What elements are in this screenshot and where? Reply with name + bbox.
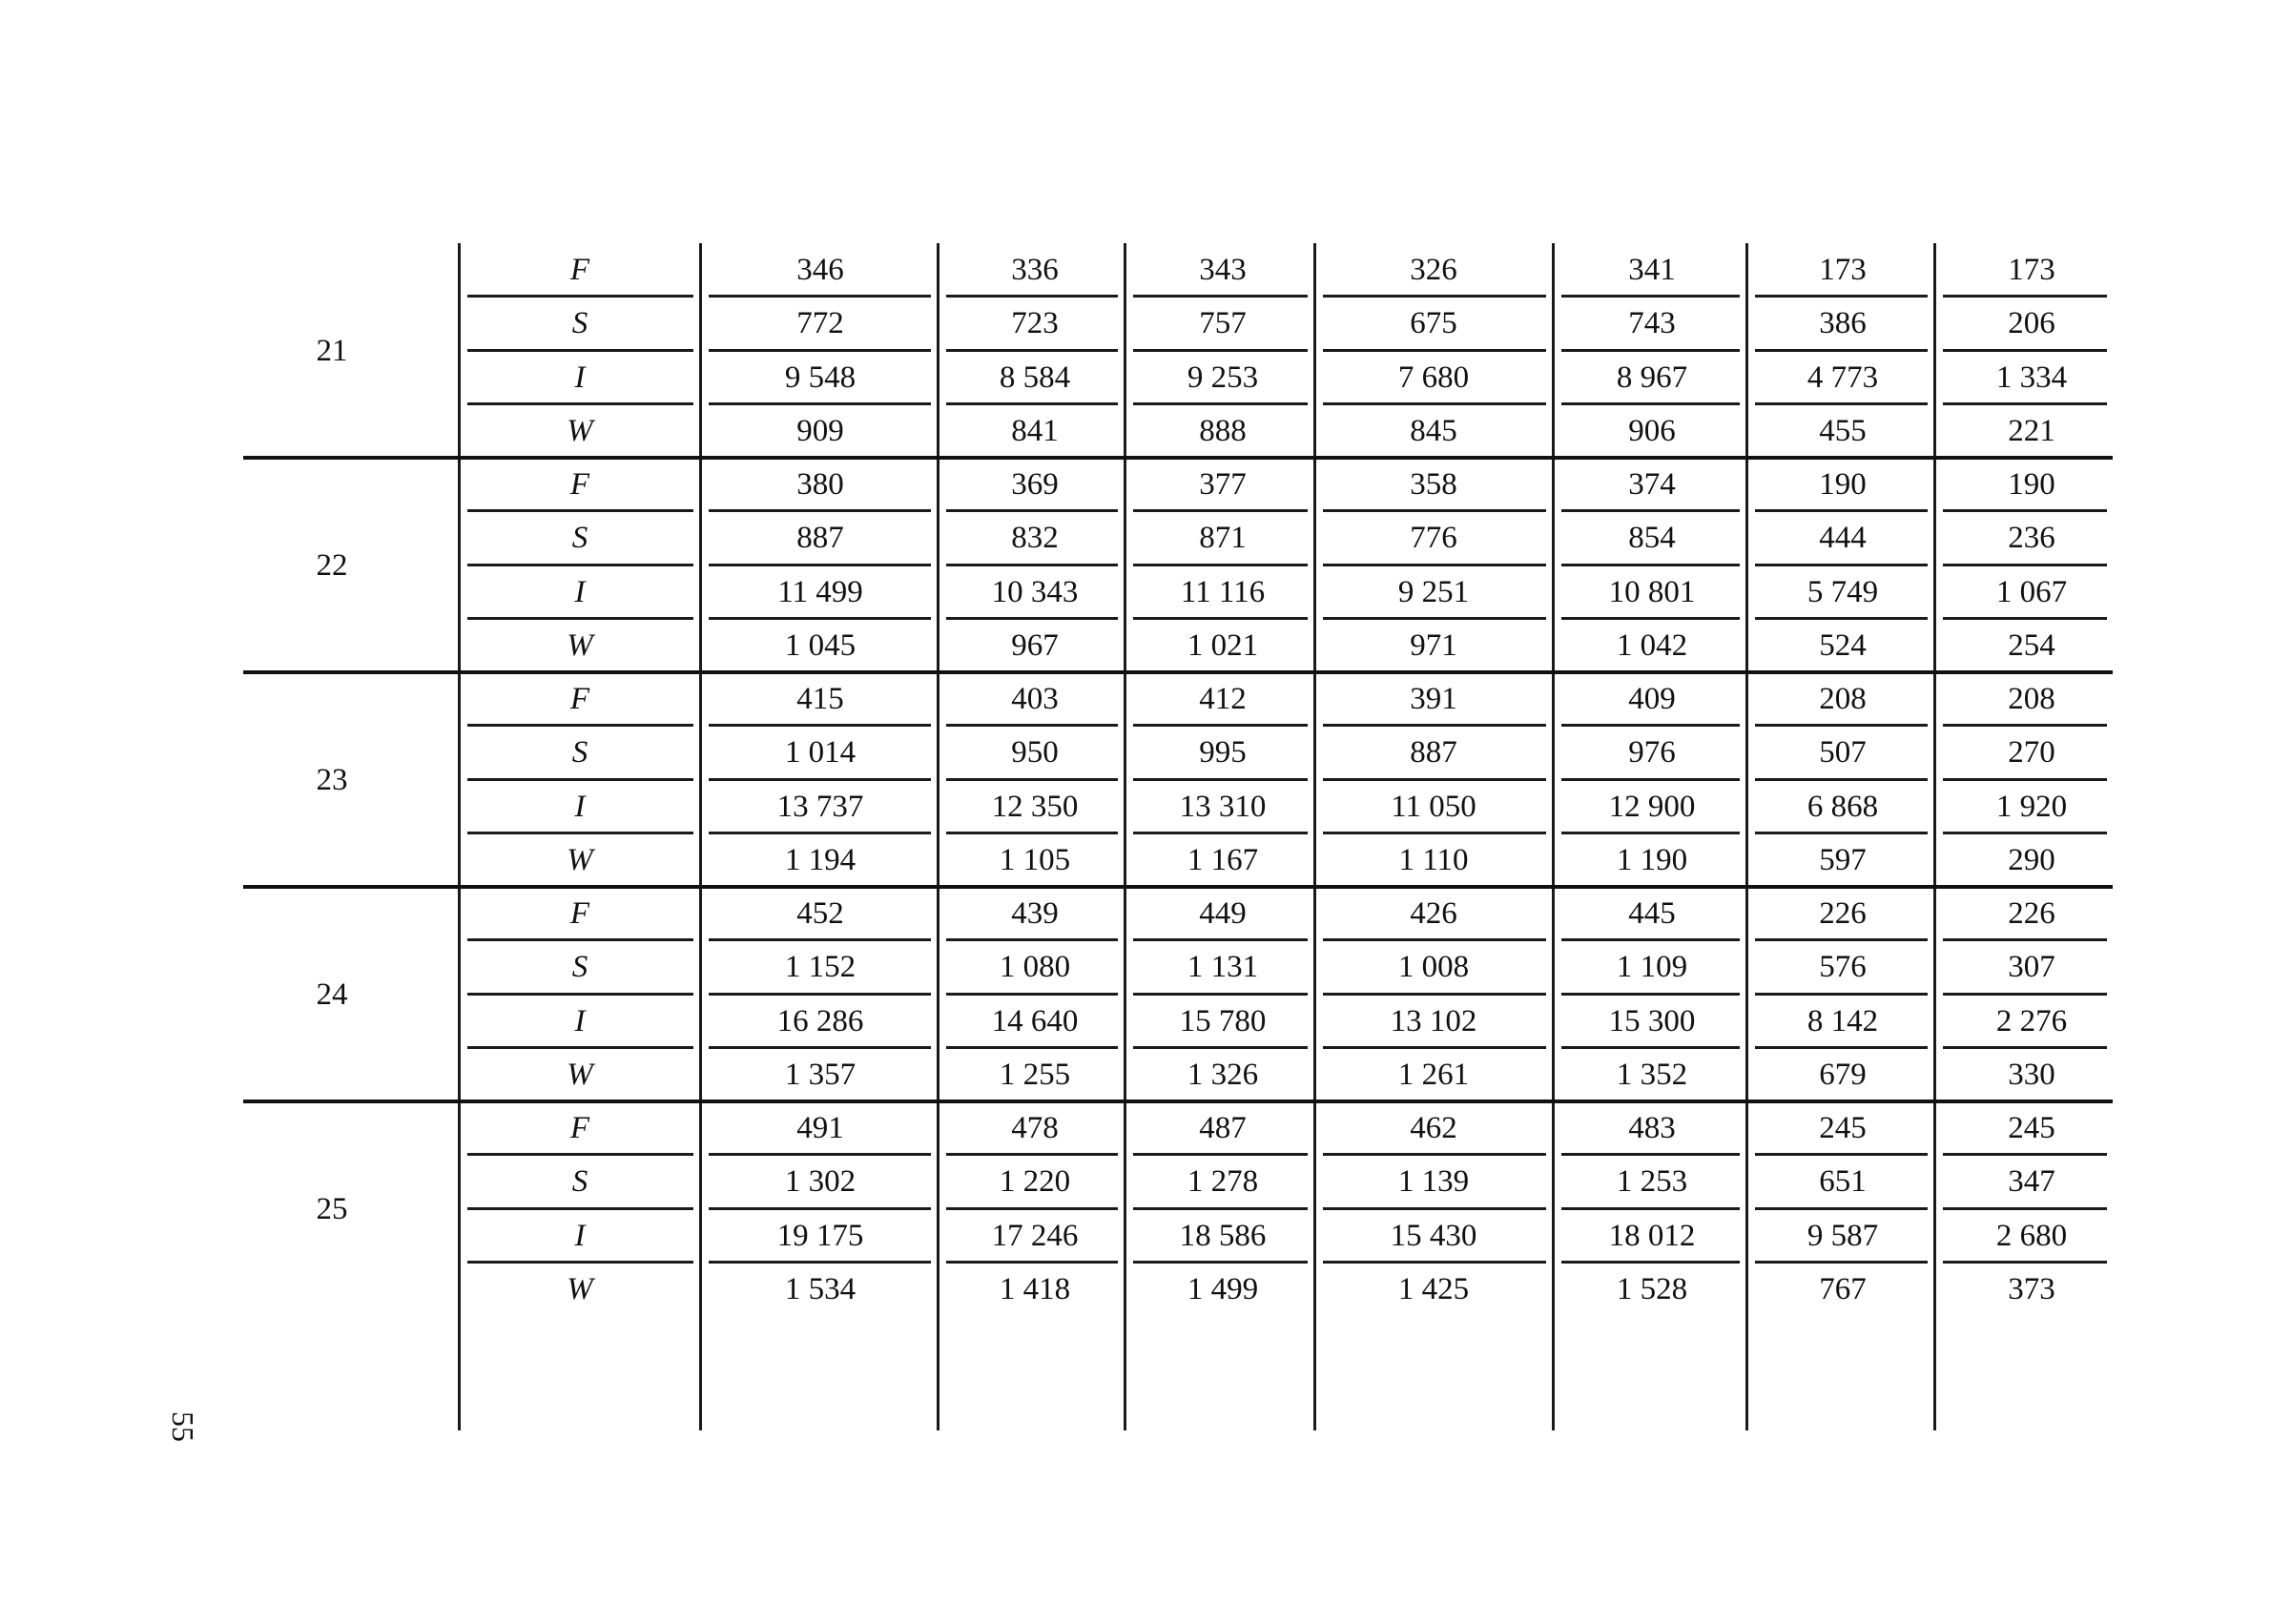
row-rule <box>1133 938 1308 941</box>
table-cell: 8 142 <box>1806 1003 1879 1038</box>
row-variable: F <box>569 1111 590 1146</box>
row-rule <box>709 1046 931 1049</box>
table-cell: 236 <box>2008 521 2055 556</box>
group-separator <box>243 456 2113 460</box>
row-rule <box>1561 1261 1740 1264</box>
table-cell: 906 <box>1628 413 1676 448</box>
row-rule <box>1323 349 1546 352</box>
row-rule <box>1323 564 1546 566</box>
table-cell: 1 255 <box>999 1057 1071 1092</box>
table-cell: 307 <box>2008 950 2055 985</box>
table-cell: 412 <box>1199 682 1247 717</box>
table-cell: 1 167 <box>1187 842 1259 877</box>
table-cell: 377 <box>1199 467 1247 503</box>
row-variable: S <box>571 1164 588 1200</box>
row-variable: W <box>567 627 593 663</box>
table-cell: 887 <box>1410 735 1457 771</box>
table-cell: 487 <box>1199 1111 1247 1146</box>
table-cell: 173 <box>2008 253 2055 288</box>
table-cell: 1 326 <box>1187 1057 1259 1092</box>
row-rule <box>1133 509 1308 512</box>
table-cell: 491 <box>796 1111 844 1146</box>
row-rule <box>467 1261 693 1264</box>
row-rule <box>1133 832 1308 834</box>
table-cell: 462 <box>1410 1111 1457 1146</box>
row-rule <box>946 778 1118 781</box>
table-cell: 2 680 <box>1995 1218 2068 1253</box>
table-cell: 597 <box>1819 842 1867 877</box>
table-cell: 254 <box>2008 627 2055 663</box>
row-variable: F <box>569 896 590 932</box>
table-cell: 173 <box>1819 253 1867 288</box>
table-cell: 743 <box>1628 306 1676 341</box>
table-cell: 245 <box>1819 1111 1867 1146</box>
row-rule <box>709 724 931 727</box>
row-rule <box>946 1046 1118 1049</box>
row-rule <box>1755 402 1928 405</box>
table-cell: 1 014 <box>784 735 857 771</box>
row-rule <box>1943 509 2107 512</box>
table-cell: 1 528 <box>1616 1271 1688 1306</box>
table-cell: 12 900 <box>1608 789 1696 824</box>
table-cell: 386 <box>1819 306 1867 341</box>
row-rule <box>1323 832 1546 834</box>
table-cell: 17 246 <box>991 1218 1079 1253</box>
row-rule <box>467 778 693 781</box>
row-rule <box>946 724 1118 727</box>
row-rule <box>946 993 1118 996</box>
table-cell: 1 425 <box>1397 1271 1470 1306</box>
table-cell: 995 <box>1199 735 1247 771</box>
table-cell: 9 587 <box>1806 1218 1879 1253</box>
table-cell: 449 <box>1199 896 1247 932</box>
table-cell: 455 <box>1819 413 1867 448</box>
row-rule <box>1755 1153 1928 1156</box>
table-cell: 679 <box>1819 1057 1867 1092</box>
table-cell: 1 152 <box>784 950 857 985</box>
table-cell: 13 310 <box>1179 789 1267 824</box>
row-rule <box>1561 295 1740 298</box>
table-cell: 347 <box>2008 1164 2055 1200</box>
table-cell: 767 <box>1819 1271 1867 1306</box>
table-cell: 1 110 <box>1398 842 1469 877</box>
table-cell: 1 253 <box>1616 1164 1688 1200</box>
table-cell: 190 <box>1819 467 1867 503</box>
row-rule <box>709 295 931 298</box>
row-variable: I <box>574 1218 586 1253</box>
row-rule <box>467 938 693 941</box>
table-cell: 1 139 <box>1397 1164 1470 1200</box>
row-rule <box>1133 1046 1308 1049</box>
row-rule <box>1561 617 1740 620</box>
row-rule <box>946 1207 1118 1210</box>
row-rule <box>1561 1046 1740 1049</box>
table-cell: 1 352 <box>1616 1057 1688 1092</box>
table-cell: 8 967 <box>1616 360 1688 395</box>
row-rule <box>1323 509 1546 512</box>
table-cell: 1 278 <box>1187 1164 1259 1200</box>
table-cell: 507 <box>1819 735 1867 771</box>
row-variable: S <box>571 306 588 341</box>
row-rule <box>1323 993 1546 996</box>
row-rule <box>1323 295 1546 298</box>
table-cell: 445 <box>1628 896 1676 932</box>
row-rule <box>1943 1207 2107 1210</box>
table-cell: 15 300 <box>1608 1003 1696 1038</box>
table-cell: 369 <box>1011 467 1059 503</box>
row-rule <box>1561 993 1740 996</box>
table-cell: 841 <box>1011 413 1059 448</box>
table-cell: 1 008 <box>1397 950 1470 985</box>
group-separator <box>243 670 2113 674</box>
column-rule <box>458 243 461 1430</box>
table-cell: 9 251 <box>1397 574 1470 609</box>
row-rule <box>1323 402 1546 405</box>
row-variable: F <box>569 253 590 288</box>
table-cell: 967 <box>1011 627 1059 663</box>
column-rule <box>699 243 702 1430</box>
group-separator <box>243 1100 2113 1103</box>
table-cell: 444 <box>1819 521 1867 556</box>
row-rule <box>1755 778 1928 781</box>
table-cell: 9 253 <box>1187 360 1259 395</box>
row-rule <box>1133 1207 1308 1210</box>
row-rule <box>1561 349 1740 352</box>
table-cell: 772 <box>796 306 844 341</box>
table-cell: 871 <box>1199 521 1247 556</box>
table-cell: 208 <box>1819 682 1867 717</box>
table-cell: 524 <box>1819 627 1867 663</box>
table-cell: 326 <box>1410 253 1457 288</box>
column-rule <box>937 243 939 1430</box>
row-rule <box>1133 724 1308 727</box>
row-rule <box>709 993 931 996</box>
row-rule <box>1943 1153 2107 1156</box>
row-rule <box>1561 778 1740 781</box>
table-cell: 221 <box>2008 413 2055 448</box>
column-rule <box>1745 243 1748 1430</box>
table-cell: 10 801 <box>1608 574 1696 609</box>
row-rule <box>1755 1046 1928 1049</box>
table-cell: 1 499 <box>1187 1271 1259 1306</box>
row-rule <box>1133 295 1308 298</box>
table-cell: 845 <box>1410 413 1457 448</box>
row-rule <box>467 1207 693 1210</box>
table-cell: 330 <box>2008 1057 2055 1092</box>
row-rule <box>1323 1153 1546 1156</box>
table-cell: 1 190 <box>1616 842 1688 877</box>
table-cell: 832 <box>1011 521 1059 556</box>
column-rule <box>1552 243 1555 1430</box>
row-variable: F <box>569 682 590 717</box>
table-cell: 15 430 <box>1390 1218 1477 1253</box>
row-rule <box>1133 1153 1308 1156</box>
row-rule <box>1133 564 1308 566</box>
table-cell: 11 499 <box>777 574 863 609</box>
row-rule <box>1323 617 1546 620</box>
table-cell: 950 <box>1011 735 1059 771</box>
row-rule <box>467 1046 693 1049</box>
row-rule <box>709 349 931 352</box>
row-rule <box>946 832 1118 834</box>
row-rule <box>709 832 931 834</box>
table-cell: 909 <box>796 413 844 448</box>
column-rule <box>1933 243 1936 1430</box>
table-cell: 391 <box>1410 682 1457 717</box>
table-cell: 439 <box>1011 896 1059 932</box>
row-rule <box>1943 295 2107 298</box>
row-rule <box>1943 617 2107 620</box>
row-rule <box>1323 1261 1546 1264</box>
row-variable: W <box>567 1057 593 1092</box>
row-rule <box>1133 617 1308 620</box>
row-variable: I <box>574 574 586 609</box>
table-cell: 4 773 <box>1806 360 1879 395</box>
table-cell: 409 <box>1628 682 1676 717</box>
row-rule <box>467 564 693 566</box>
table-cell: 226 <box>2008 896 2055 932</box>
row-rule <box>1755 617 1928 620</box>
table-cell: 19 175 <box>776 1218 864 1253</box>
row-rule <box>709 564 931 566</box>
table-cell: 1 418 <box>999 1271 1071 1306</box>
table-cell: 1 067 <box>1995 574 2068 609</box>
table-cell: 887 <box>796 521 844 556</box>
row-rule <box>1755 724 1928 727</box>
table-cell: 14 640 <box>991 1003 1079 1038</box>
table-cell: 1 357 <box>784 1057 857 1092</box>
row-rule <box>1943 1046 2107 1049</box>
table-cell: 576 <box>1819 950 1867 985</box>
row-rule <box>1755 509 1928 512</box>
table-cell: 245 <box>2008 1111 2055 1146</box>
row-rule <box>1755 349 1928 352</box>
row-rule <box>467 295 693 298</box>
table-cell: 7 680 <box>1397 360 1470 395</box>
row-variable: W <box>567 1271 593 1306</box>
table-cell: 18 586 <box>1179 1218 1267 1253</box>
row-rule <box>1755 938 1928 941</box>
group-separator <box>243 885 2113 889</box>
row-variable: S <box>571 521 588 556</box>
row-rule <box>1755 1207 1928 1210</box>
row-rule <box>709 402 931 405</box>
table-cell: 15 780 <box>1179 1003 1267 1038</box>
row-rule <box>709 1153 931 1156</box>
table-cell: 208 <box>2008 682 2055 717</box>
table-cell: 1 021 <box>1187 627 1259 663</box>
table-cell: 341 <box>1628 253 1676 288</box>
table-cell: 374 <box>1628 467 1676 503</box>
table-cell: 757 <box>1199 306 1247 341</box>
row-rule <box>946 564 1118 566</box>
table-cell: 1 220 <box>999 1164 1071 1200</box>
table-cell: 11 116 <box>1180 574 1266 609</box>
table-cell: 1 302 <box>784 1164 857 1200</box>
row-rule <box>1943 724 2107 727</box>
row-rule <box>1561 724 1740 727</box>
table-cell: 776 <box>1410 521 1457 556</box>
table-cell: 1 105 <box>999 842 1071 877</box>
table-cell: 13 102 <box>1390 1003 1477 1038</box>
row-variable: F <box>569 467 590 503</box>
table-cell: 483 <box>1628 1111 1676 1146</box>
row-rule <box>1323 938 1546 941</box>
row-rule <box>467 402 693 405</box>
row-rule <box>946 509 1118 512</box>
row-rule <box>467 1153 693 1156</box>
table-cell: 723 <box>1011 306 1059 341</box>
row-rule <box>1943 993 2107 996</box>
row-rule <box>1323 1046 1546 1049</box>
row-rule <box>1943 1261 2107 1264</box>
page-number: 55 <box>166 1411 200 1442</box>
table-cell: 1 534 <box>784 1271 857 1306</box>
table-cell: 976 <box>1628 735 1676 771</box>
row-variable: S <box>571 950 588 985</box>
row-rule <box>467 617 693 620</box>
row-rule <box>467 832 693 834</box>
row-rule <box>1133 349 1308 352</box>
row-rule <box>467 724 693 727</box>
row-rule <box>1133 1261 1308 1264</box>
row-rule <box>1561 1153 1740 1156</box>
row-rule <box>1755 564 1928 566</box>
column-rule <box>1313 243 1316 1430</box>
table-cell: 1 261 <box>1397 1057 1470 1092</box>
row-variable: I <box>574 789 586 824</box>
table-cell: 1 042 <box>1616 627 1688 663</box>
table-cell: 11 050 <box>1391 789 1476 824</box>
table-cell: 336 <box>1011 253 1059 288</box>
table-cell: 9 548 <box>784 360 857 395</box>
table-cell: 1 109 <box>1616 950 1688 985</box>
row-rule <box>1133 402 1308 405</box>
row-variable: W <box>567 842 593 877</box>
table-cell: 373 <box>2008 1271 2055 1306</box>
table-cell: 358 <box>1410 467 1457 503</box>
table-cell: 1 194 <box>784 842 857 877</box>
row-rule <box>467 993 693 996</box>
table-cell: 1 131 <box>1187 950 1259 985</box>
table-cell: 2 276 <box>1995 1003 2068 1038</box>
row-rule <box>709 1207 931 1210</box>
table-cell: 380 <box>796 467 844 503</box>
table-cell: 226 <box>1819 896 1867 932</box>
table-cell: 403 <box>1011 682 1059 717</box>
row-rule <box>1133 993 1308 996</box>
row-rule <box>946 1153 1118 1156</box>
row-rule <box>946 617 1118 620</box>
table-cell: 290 <box>2008 842 2055 877</box>
table-cell: 415 <box>796 682 844 717</box>
table-cell: 1 045 <box>784 627 857 663</box>
column-rule <box>1124 243 1126 1430</box>
table-cell: 206 <box>2008 306 2055 341</box>
row-rule <box>1561 402 1740 405</box>
row-rule <box>1943 832 2107 834</box>
row-rule <box>1323 1207 1546 1210</box>
row-rule <box>1755 295 1928 298</box>
row-rule <box>1561 509 1740 512</box>
group-label: 25 <box>316 1191 348 1226</box>
table-cell: 8 584 <box>999 360 1071 395</box>
group-label: 24 <box>316 976 348 1012</box>
row-rule <box>946 938 1118 941</box>
row-variable: W <box>567 413 593 448</box>
table-cell: 1 334 <box>1995 360 2068 395</box>
row-rule <box>1561 938 1740 941</box>
row-variable: I <box>574 1003 586 1038</box>
table-cell: 478 <box>1011 1111 1059 1146</box>
row-rule <box>1561 1207 1740 1210</box>
row-rule <box>946 402 1118 405</box>
table-cell: 5 749 <box>1806 574 1879 609</box>
row-rule <box>467 349 693 352</box>
row-rule <box>1943 778 2107 781</box>
row-rule <box>709 509 931 512</box>
table-cell: 13 737 <box>776 789 864 824</box>
row-rule <box>1943 938 2107 941</box>
row-rule <box>709 938 931 941</box>
row-rule <box>467 509 693 512</box>
row-rule <box>1755 993 1928 996</box>
table-cell: 1 920 <box>1995 789 2068 824</box>
table-cell: 888 <box>1199 413 1247 448</box>
group-label: 22 <box>316 547 348 583</box>
table-cell: 16 286 <box>776 1003 864 1038</box>
group-label: 23 <box>316 762 348 797</box>
table-cell: 18 012 <box>1608 1218 1696 1253</box>
row-rule <box>1323 724 1546 727</box>
row-variable: S <box>571 735 588 771</box>
table-cell: 452 <box>796 896 844 932</box>
row-rule <box>1755 832 1928 834</box>
group-label: 21 <box>316 333 348 368</box>
row-rule <box>709 617 931 620</box>
row-rule <box>1755 1261 1928 1264</box>
row-rule <box>946 349 1118 352</box>
table-cell: 343 <box>1199 253 1247 288</box>
table-cell: 426 <box>1410 896 1457 932</box>
row-rule <box>1323 778 1546 781</box>
row-rule <box>1561 832 1740 834</box>
table-cell: 1 080 <box>999 950 1071 985</box>
table-cell: 270 <box>2008 735 2055 771</box>
table-cell: 12 350 <box>991 789 1079 824</box>
table-cell: 971 <box>1410 627 1457 663</box>
table-cell: 10 343 <box>991 574 1079 609</box>
row-rule <box>1943 402 2107 405</box>
row-rule <box>1943 564 2107 566</box>
row-rule <box>1943 349 2107 352</box>
table-cell: 6 868 <box>1806 789 1879 824</box>
row-rule <box>709 778 931 781</box>
table-cell: 854 <box>1628 521 1676 556</box>
table-cell: 651 <box>1819 1164 1867 1200</box>
row-rule <box>1561 564 1740 566</box>
table-cell: 675 <box>1410 306 1457 341</box>
table-cell: 190 <box>2008 467 2055 503</box>
row-rule <box>946 1261 1118 1264</box>
row-rule <box>946 295 1118 298</box>
row-rule <box>709 1261 931 1264</box>
row-variable: I <box>574 360 586 395</box>
table-cell: 346 <box>796 253 844 288</box>
row-rule <box>1133 778 1308 781</box>
